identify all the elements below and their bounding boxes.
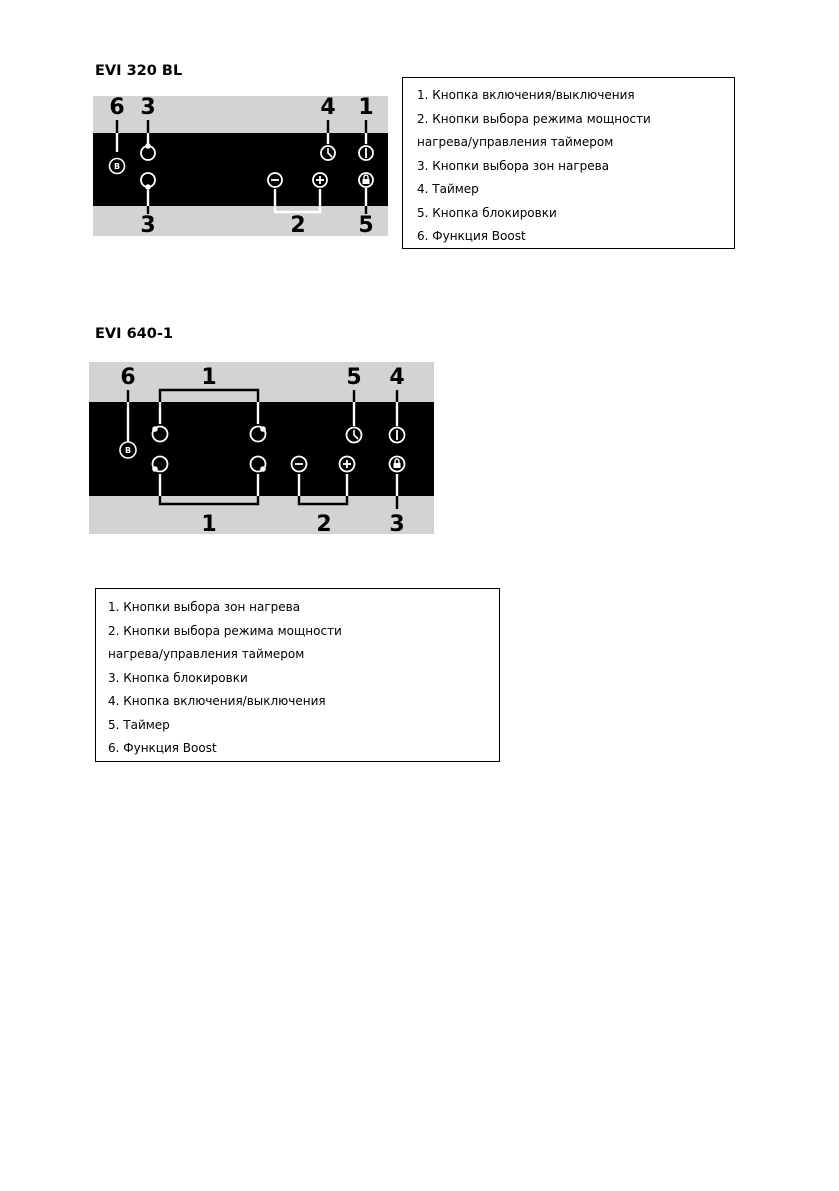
model1-callout-5: 5	[358, 213, 374, 238]
model1-callout-3-bottom: 3	[140, 213, 156, 238]
model1-legend-line: 2. Кнопки выбора режима мощности	[417, 111, 651, 126]
model1-legend-line: 1. Кнопка включения/выключения	[417, 88, 635, 102]
model2-legend-line: 4. Кнопка включения/выключения	[108, 694, 326, 708]
model1-control-panel-diagram	[93, 94, 388, 238]
model2-legend-box	[95, 588, 500, 762]
model2-legend-line: 6. Функция Boost	[108, 741, 217, 755]
model1-callout-6: 6	[109, 95, 125, 120]
model2-callout-1-bottom: 1	[201, 512, 217, 536]
model2-legend-line: 1. Кнопки выбора зон нагрева	[108, 600, 301, 614]
model2-callout-5: 5	[346, 365, 362, 390]
model1-legend-line: 5. Кнопка блокировки	[417, 205, 557, 220]
model2-black-panel	[89, 402, 434, 496]
svg-text:B: B	[124, 446, 132, 455]
model2-title: EVI 640-1	[95, 326, 173, 342]
model1-callout-4: 4	[320, 95, 336, 120]
model2-callout-3: 3	[389, 512, 405, 536]
model1-legend-line: 4. Таймер	[417, 182, 479, 196]
model1-callout-1: 1	[358, 95, 374, 120]
model1-legend-line: нагрева/управления таймером	[417, 135, 614, 149]
model2-callout-6: 6	[120, 365, 136, 390]
model2-legend-line: 3. Кнопка блокировки	[108, 670, 248, 685]
model1-legend-line: 3. Кнопки выбора зон нагрева	[417, 158, 610, 173]
model1-legend-line: 6. Функция Boost	[417, 229, 526, 243]
model2-callout-2: 2	[316, 512, 332, 536]
model2-callout-4: 4	[389, 365, 405, 390]
model1-title: EVI 320 BL	[95, 63, 183, 79]
model2-control-panel-diagram	[89, 362, 434, 536]
model1-callout-2: 2	[290, 213, 306, 238]
model2-callout-1-top: 1	[201, 365, 217, 390]
model2-legend-line: 2. Кнопки выбора режима мощности	[108, 623, 342, 638]
model1-legend-box	[402, 77, 735, 249]
model2-legend-line: 5. Таймер	[108, 717, 170, 732]
model2-legend-line: нагрева/управления таймером	[108, 647, 305, 661]
model1-black-panel	[93, 133, 388, 206]
svg-text:B: B	[113, 162, 121, 171]
model1-callout-3-top: 3	[140, 95, 156, 120]
